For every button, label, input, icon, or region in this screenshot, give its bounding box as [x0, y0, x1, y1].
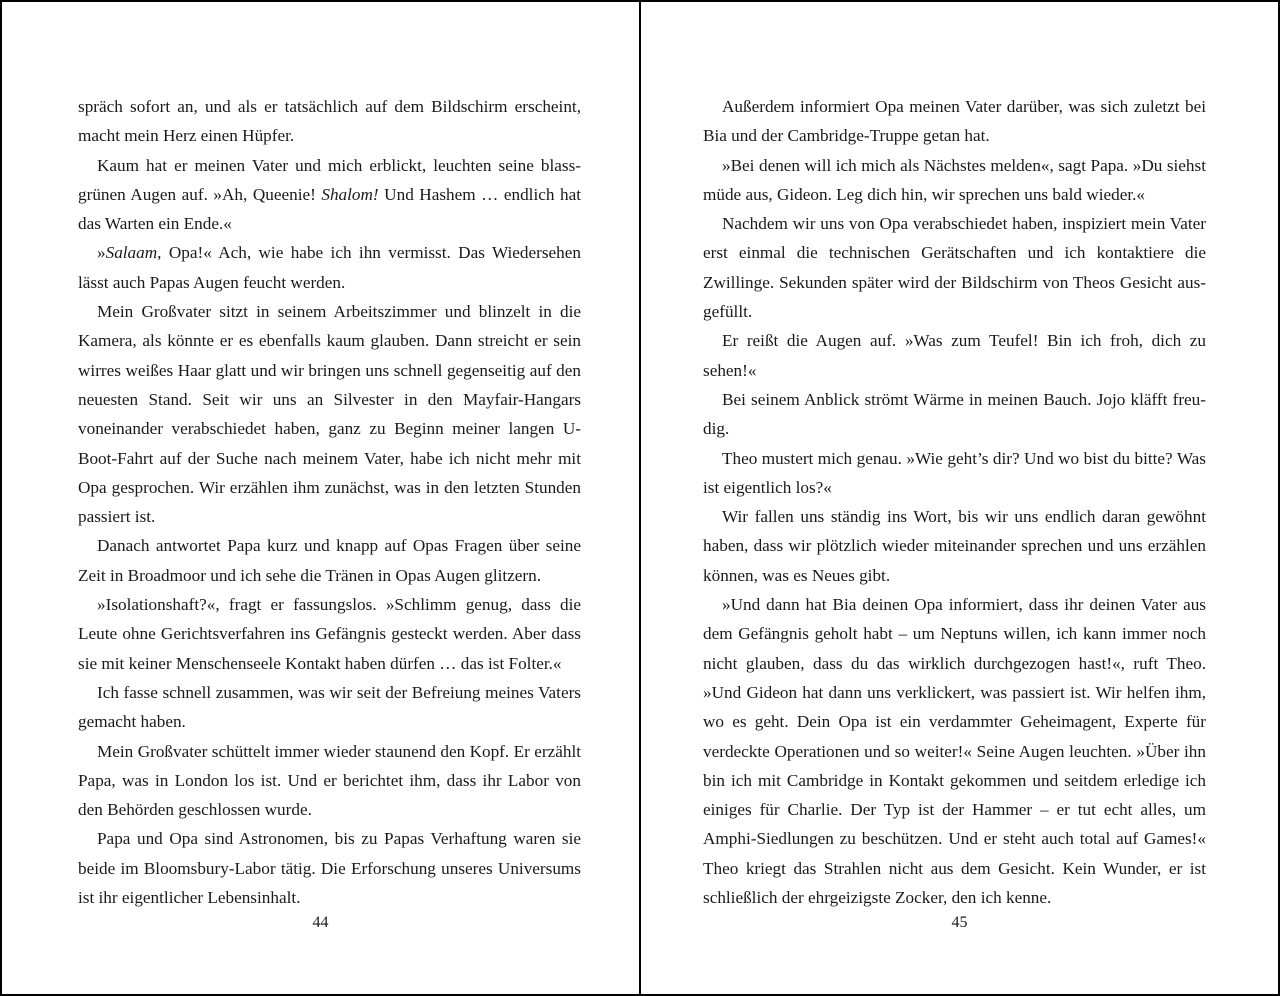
left-page-text: [78, 92, 581, 912]
paragraph: Er reißt die Augen auf. »Was zum Teufel! Bin ich froh, dich zu sehen!«: [703, 331, 1206, 380]
paragraph: »Isolationshaft?«, fragt er fassungslos. »Schlimm genug, dass die Leute ohne Gerichtsverfahren ins Gefängnis gesteckt werden. Aber dass sie mit keiner Menschenseele Kontakt haben dürfen … das ist Folter.«: [78, 595, 581, 673]
paragraph: Bei seinem Anblick strömt Wärme in meinen Bauch. Jojo kläfft freudig.: [703, 389, 1206, 439]
paragraph: Mein Großvater sitzt in seinem Arbeitszimmer und blinzelt in die Kamera, als könnte er es ebenfalls kaum glauben. Dann streicht er sein wirres weißes Haar glatt und wir bringen uns schnell gegenseitig auf den neuesten Stand. Seit wir uns an Silvester in den Mayfair-Hangars voneinander verabschiedet haben, ganz zu Beginn meiner langen U-Boot-Fahrt auf der Suche nach meinem Vater, habe ich nicht mehr mit Opa gesprochen. Wir erzählen ihm zunächst, was in den letzten Stunden passiert ist.: [78, 302, 581, 527]
paragraph: Theo mustert mich genau. »Wie geht’s dir? Und wo bist du bitte? Was ist eigentlich los?«: [703, 448, 1206, 497]
page-number: 44: [312, 914, 329, 931]
paragraph: »Salaam, Opa!« Ach, wie habe ich ihn vermisst. Das Wiedersehen lässt auch Papas Augen feucht werden.: [78, 243, 581, 292]
paragraph: »Bei denen will ich mich als Nächstes melden«, sagt Papa. »Du siehst müde aus, Gideon. Leg dich hin, wir sprechen uns bald wieder.«: [703, 155, 1206, 204]
paragraph: Papa und Opa sind Astronomen, bis zu Papas Verhaftung waren sie beide im Bloomsbury-Labor tätig. Die Erforschung unseres Universums ist ihr eigentlicher Lebensinhalt.: [78, 829, 581, 908]
paragraph: »Und dann hat Bia deinen Opa informiert, dass ihr deinen Vater aus dem Gefängnis geholt habt – um Neptuns willen, ich kann immer noch nicht glauben, dass du das wirklich durchgezogen hast!«, ruft Theo. »Und Gideon hat dann uns verklickert, was passiert ist. Wir helfen ihm, wo es geht. Dein Opa ist ein verdammter Geheimagent, Experte für verdeckte Operationen und so weiter!« Seine Augen leuchten. »Über ihn bin ich mit Cambridge in Kontakt gekommen und seitdem erledige ich einiges für Charlie. Der Typ ist der Hammer – er tut echt alles, um Amphi-Siedlungen zu beschützen. Und er steht auch total auf Games!« Theo kriegt das Strahlen nicht aus dem Gesicht. Kein Wunder, er ist schließlich der ehrgeizigste Zocker, den ich kenne.: [703, 595, 1206, 908]
paragraph: Kaum hat er meinen Vater und mich erblickt, leuchten seine blassgrünen Augen auf. »Ah, Queenie! Shalom! Und Hashem … endlich hat das Warten ein Ende.«: [78, 155, 581, 234]
paragraph: Außerdem informiert Opa meinen Vater darüber, was sich zuletzt bei Bia und der Cambridge-Truppe getan hat.: [703, 97, 1206, 146]
paragraph: Ich fasse schnell zusammen, was wir seit der Befreiung meines Vaters gemacht haben.: [78, 682, 581, 732]
right-page-text: [703, 92, 1206, 912]
paragraph: Danach antwortet Papa kurz und knapp auf Opas Fragen über seine Zeit in Broadmoor und ich sehe die Tränen in Opas Augen glitzern.: [78, 536, 581, 585]
paragraph: Mein Großvater schüttelt immer wieder staunend den Kopf. Er erzählt Papa, was in London los ist. Und er berichtet ihm, dass ihr Labor von den Behörden geschlossen wurde.: [78, 741, 581, 820]
paragraph: spräch sofort an, und als er tatsächlich auf dem Bildschirm erscheint, macht mein Herz einen Hüpfer.: [78, 97, 581, 146]
page-number: 45: [951, 914, 968, 931]
right-page: [640, 0, 1280, 996]
paragraph: Wir fallen uns ständig ins Wort, bis wir uns endlich daran gewöhnt haben, dass wir plötzlich wieder miteinander sprechen und uns erzählen können, was es Neues gibt.: [703, 507, 1206, 585]
paragraph: Nachdem wir uns von Opa verabschiedet haben, inspiziert mein Vater erst einmal die technischen Gerätschaften und ich kontaktiere die Zwillinge. Sekunden später wird der Bildschirm von Theos Gesicht ausgefüllt.: [703, 214, 1206, 322]
